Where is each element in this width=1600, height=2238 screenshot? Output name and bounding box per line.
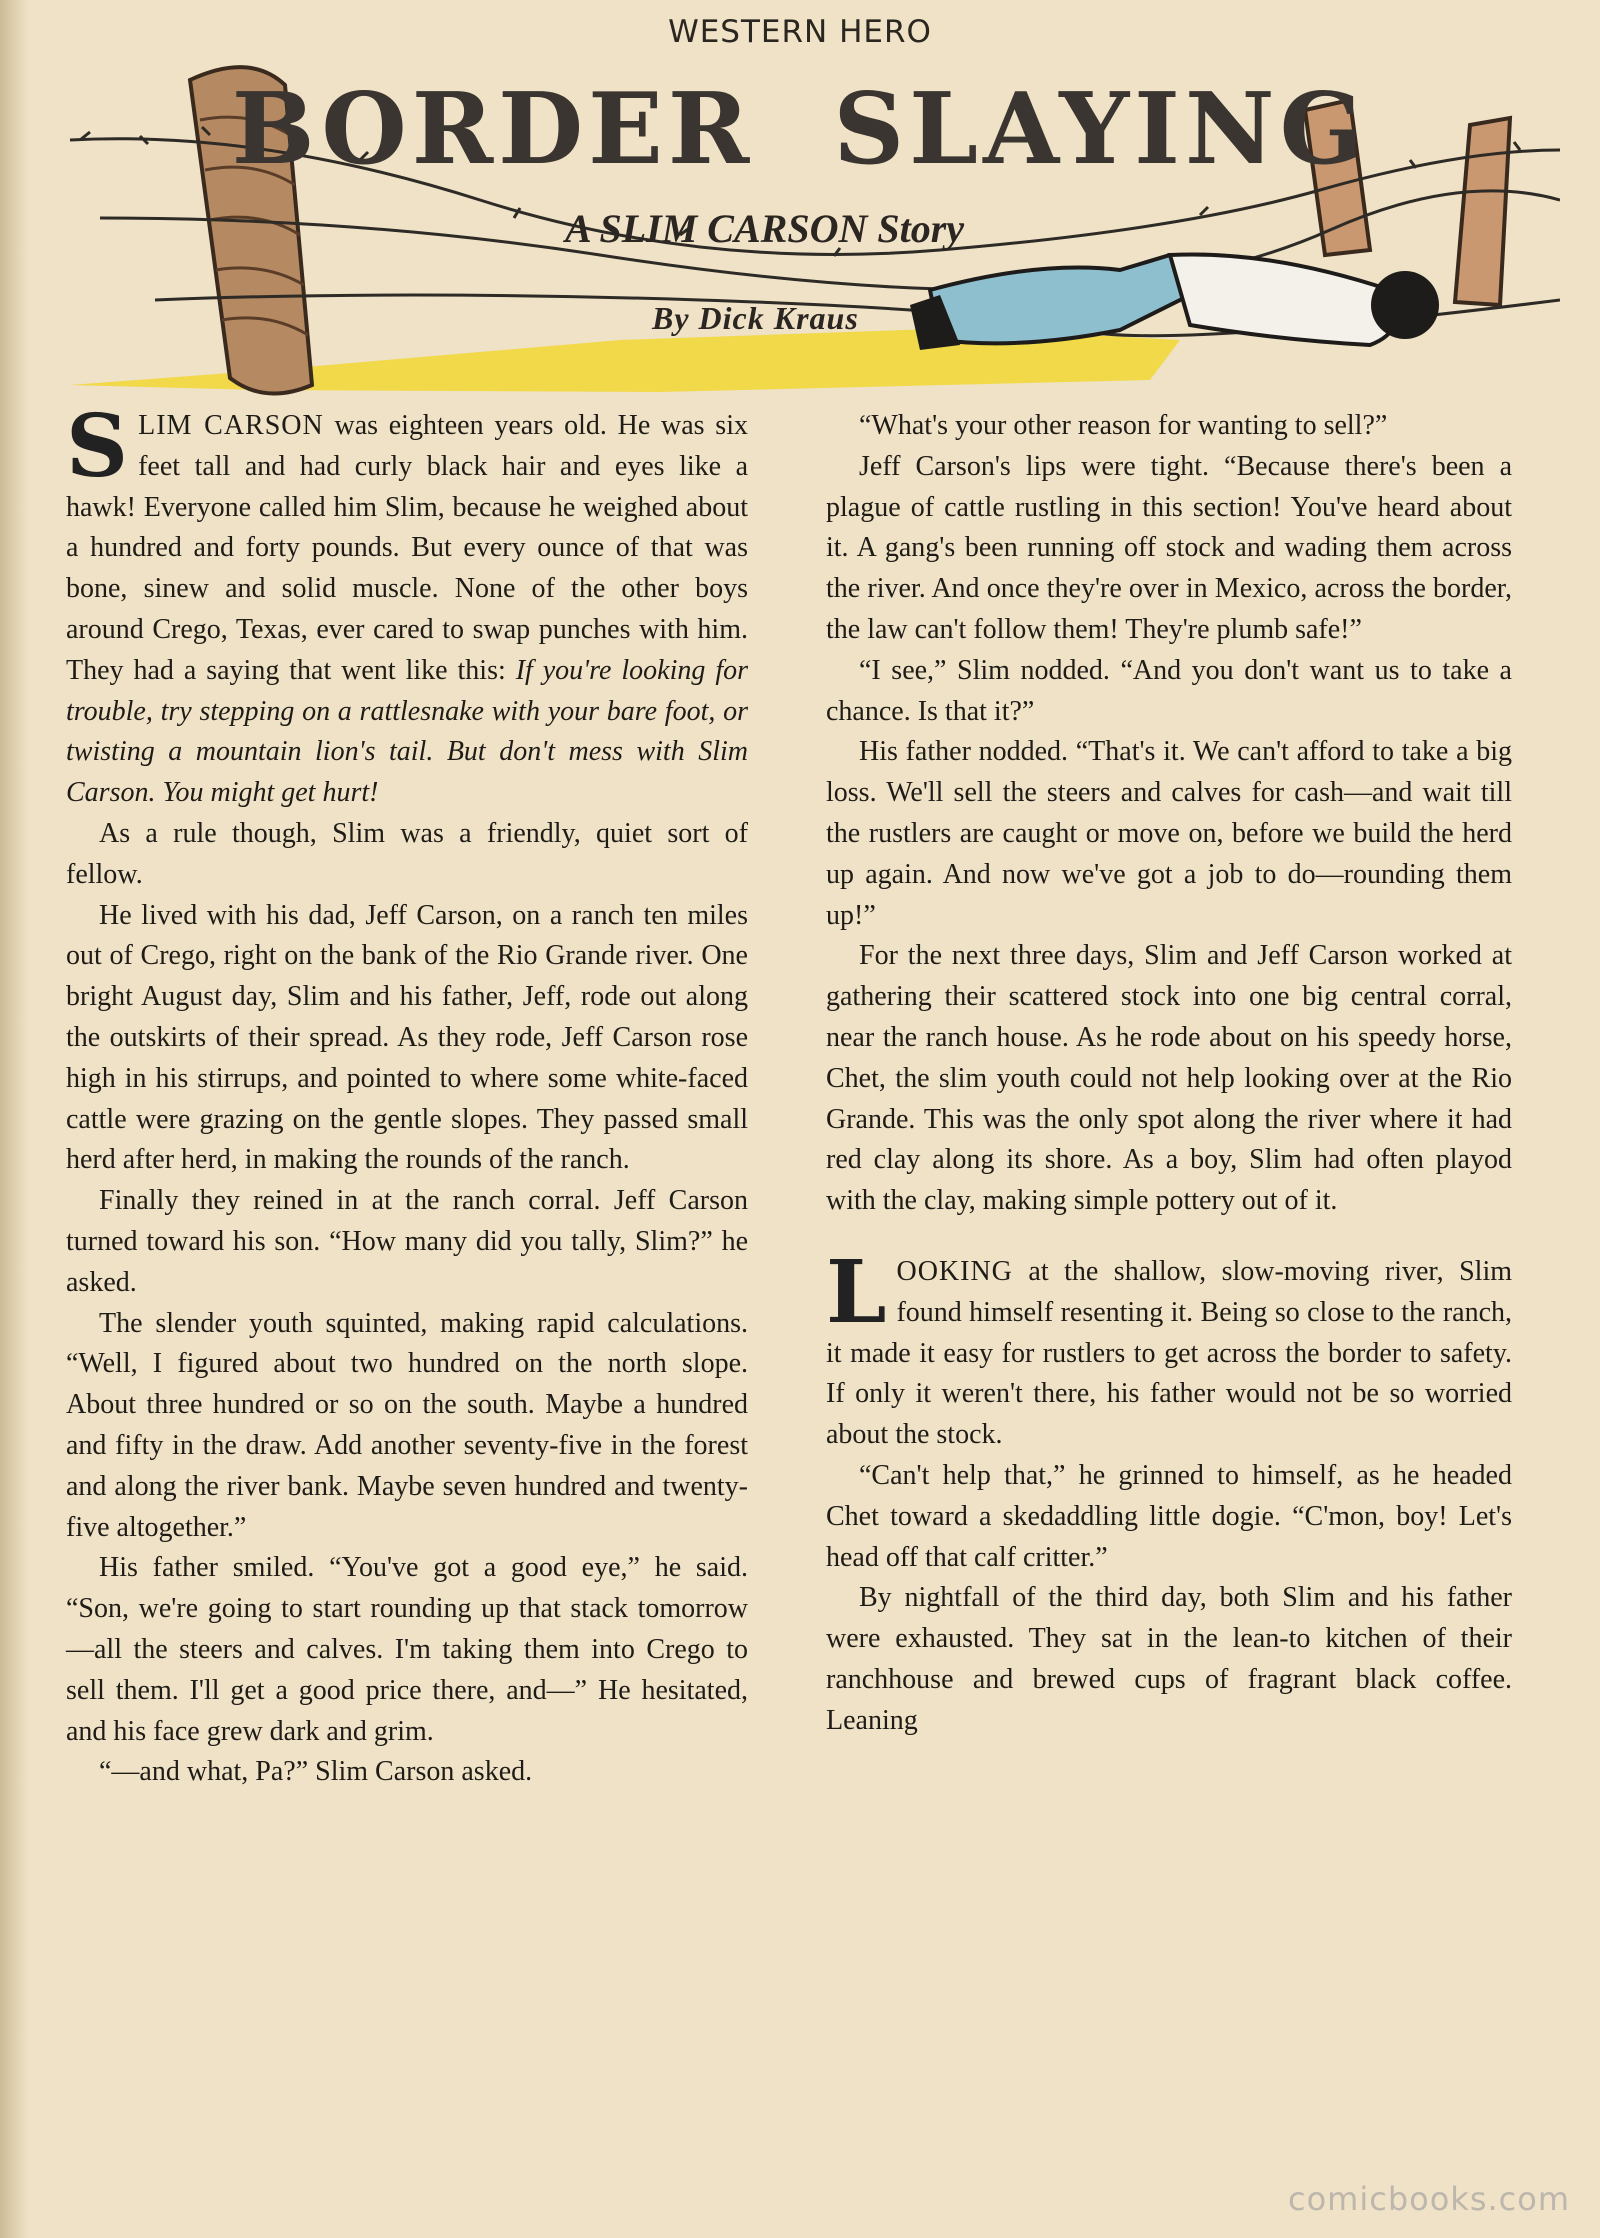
watermark: comicbooks.com xyxy=(1287,2180,1570,2218)
story-title: BORDER SLAYING xyxy=(231,72,1369,187)
paragraph xyxy=(66,396,749,814)
paragraph: By nightfall of the third day, both Slim and his father were exhausted. They sat in the lean-to kitchen of their ranchhouse and brewed cups of fragrant black coffee. Leaning xyxy=(826,1582,1512,1736)
byline: By Dick Kraus xyxy=(652,300,859,336)
right-column xyxy=(826,406,1512,1742)
paragraph: He lived with his dad, Jeff Carson, on a ranch ten miles out of Crego, right on the bank of the Rio Grande river. One bright August day, Slim and his father, Jeff, rode out along the outskirts of their spread. As they rode, Jeff Carson rose high in his stirrups, and pointed to where some white-faced cattle were grazing on the gentle slopes. They passed small herd after herd, in making the rounds of the ranch. xyxy=(66,899,748,1176)
paragraph: As a rule though, Slim was a friendly, quiet sort of fellow. xyxy=(66,817,748,890)
dropcap-letter: S xyxy=(66,396,129,497)
running-head: WESTERN HERO xyxy=(668,14,932,50)
italic-saying: If you're looking for trouble, try stepping on a rattlesnake with your bare foot, or twisting a mountain lion's tail. But don't mess with Slim Carson. You might get hurt! xyxy=(66,654,749,809)
paragraph: “I see,” Slim nodded. “And you don't want us to take a chance. Is that it?” xyxy=(826,654,1512,727)
paragraph: Finally they reined in at the ranch corral. Jeff Carson turned toward his son. “How many did you tally, Slim?” he asked. xyxy=(66,1185,748,1298)
page-binding-edge xyxy=(0,0,28,2238)
paragraph: Jeff Carson's lips were tight. “Because there's been a plague of cattle rustling in this section! You've heard about it. A gang's been running off stock and wading them across the river. And once they're over in Mexico, across the border, the law can't follow them! They're plumb safe!” xyxy=(826,450,1512,645)
paragraph: “What's your other reason for wanting to sell?” xyxy=(859,410,1388,441)
paragraph: The slender youth squinted, making rapid calculations. “Well, I figured about two hundred on the north slope. About three hundred or so on the south. Maybe a hundred and fifty in the draw. Add another seventy-five in the forest and along the river bank. Maybe seven hundred and twenty-five altogether.” xyxy=(66,1307,748,1543)
paragraph: His father nodded. “That's it. We can't afford to take a big loss. We'll sell the steers and calves for cash—and wait till the rustlers are caught or move on, before we build the herd up again. And now we've got a job to do—rounding them up!” xyxy=(826,736,1512,931)
lead-in-caps: LIM CARSON xyxy=(138,410,324,441)
paragraph-text: at the shallow, slow-moving river, Slim found himself resenting it. Being so close to the ranch, it made it easy for rustlers to get across the border to safety. If only it weren't there, his father would not be so worried about the stock. xyxy=(826,1255,1512,1451)
paragraph: For the next three days, Slim and Jeff Carson worked at gathering their scattered stock into one big central corral, near the ranch house. As he rode about on his speedy horse, Chet, the slim youth could not help looking over at the Rio Grande. This was the only spot along the river where it had red clay along its shore. As a boy, Slim had often playod with the clay, making simple pottery out of it. xyxy=(826,940,1512,1217)
lead-in-caps: OOKING xyxy=(896,1255,1013,1287)
left-column xyxy=(66,396,749,1793)
story-subtitle: A SLIM CARSON Story xyxy=(565,206,965,251)
paragraph xyxy=(826,1241,1512,1456)
paragraph: His father smiled. “You've got a good eye,” he said. “Son, we're going to start rounding up that stack tomorrow—all the steers and calves. I'm taking them into Crego to sell them. I'll get a good price there, and—” He hesitated, and his face grew dark and grim. xyxy=(66,1552,748,1747)
dropcap-letter: L xyxy=(826,1241,887,1343)
paragraph: “—and what, Pa?” Slim Carson asked. xyxy=(99,1756,533,1788)
paragraph-text: was eighteen years old. He was six feet tall and had curly black hair and eyes like a hawk! Everyone called him Slim, because he weighed about a hundred and forty pounds. But every ounce of that was bone, sinew and solid muscle. None of the other boys around Crego, Texas, ever cared to swap punches with him. They had a saying that went like this: xyxy=(66,410,748,686)
section-break xyxy=(826,1222,1512,1252)
paragraph: “Can't help that,” he grinned to himself, as he headed Chet toward a skedaddling little dogie. “C'mon, boy! Let's head off that calf critter.” xyxy=(826,1459,1512,1573)
